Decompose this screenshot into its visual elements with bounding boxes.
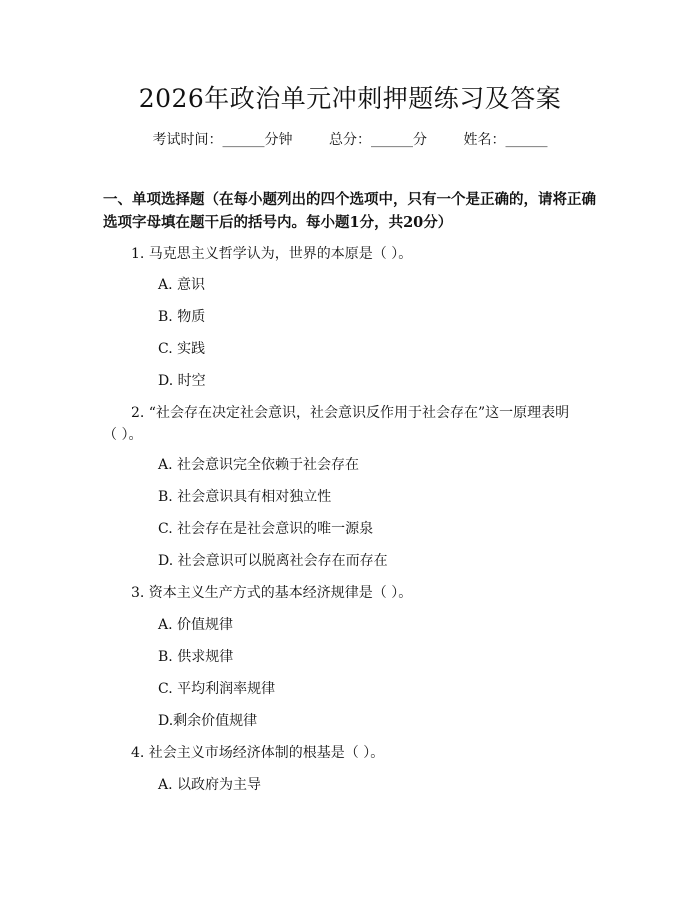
option-a: A. 以政府为主导 xyxy=(158,777,262,793)
exam-title: 2026年政治单元冲刺押题练习及答案 xyxy=(138,84,562,113)
option-b: B. 物质 xyxy=(158,309,206,325)
option-d: D. 社会意识可以脱离社会存在而存在 xyxy=(158,553,388,569)
option-a: A. 价值规律 xyxy=(158,617,234,633)
total-score-field: 总分：______分 xyxy=(329,132,427,148)
question-stem-continuation: （ ）。 xyxy=(103,427,143,443)
exam-meta xyxy=(0,130,700,150)
section-heading: 一、单项选择题（在每小题列出的四个选项中，只有一个是正确的，请将正确选项字母填在题干后的括号内。每小题1分，共20分） xyxy=(103,191,596,231)
option-c: C. 平均利润率规律 xyxy=(158,681,276,697)
question-stem: 2. “社会存在决定社会意识，社会意识反作用于社会存在”这一原理表明 xyxy=(131,405,570,421)
question-stem: 3. 资本主义生产方式的基本经济规律是（ ）。 xyxy=(131,585,413,601)
option-a: A. 社会意识完全依赖于社会存在 xyxy=(158,457,360,473)
student-name-field: 姓名：______ xyxy=(463,132,548,148)
option-d: D. 时空 xyxy=(158,373,206,389)
option-b: B. 供求规律 xyxy=(158,649,234,665)
question-stem: 4. 社会主义市场经济体制的根基是（ ）。 xyxy=(131,745,385,761)
option-c: C. 实践 xyxy=(158,341,206,357)
option-c: C. 社会存在是社会意识的唯一源泉 xyxy=(158,521,374,537)
option-d: D.剩余价值规律 xyxy=(158,713,258,729)
exam-time-field: 考试时间：______分钟 xyxy=(152,132,293,148)
option-a: A. 意识 xyxy=(158,277,206,293)
question-stem: 1. 马克思主义哲学认为，世界的本原是（ ）。 xyxy=(131,246,413,262)
option-b: B. 社会意识具有相对独立性 xyxy=(158,489,332,505)
